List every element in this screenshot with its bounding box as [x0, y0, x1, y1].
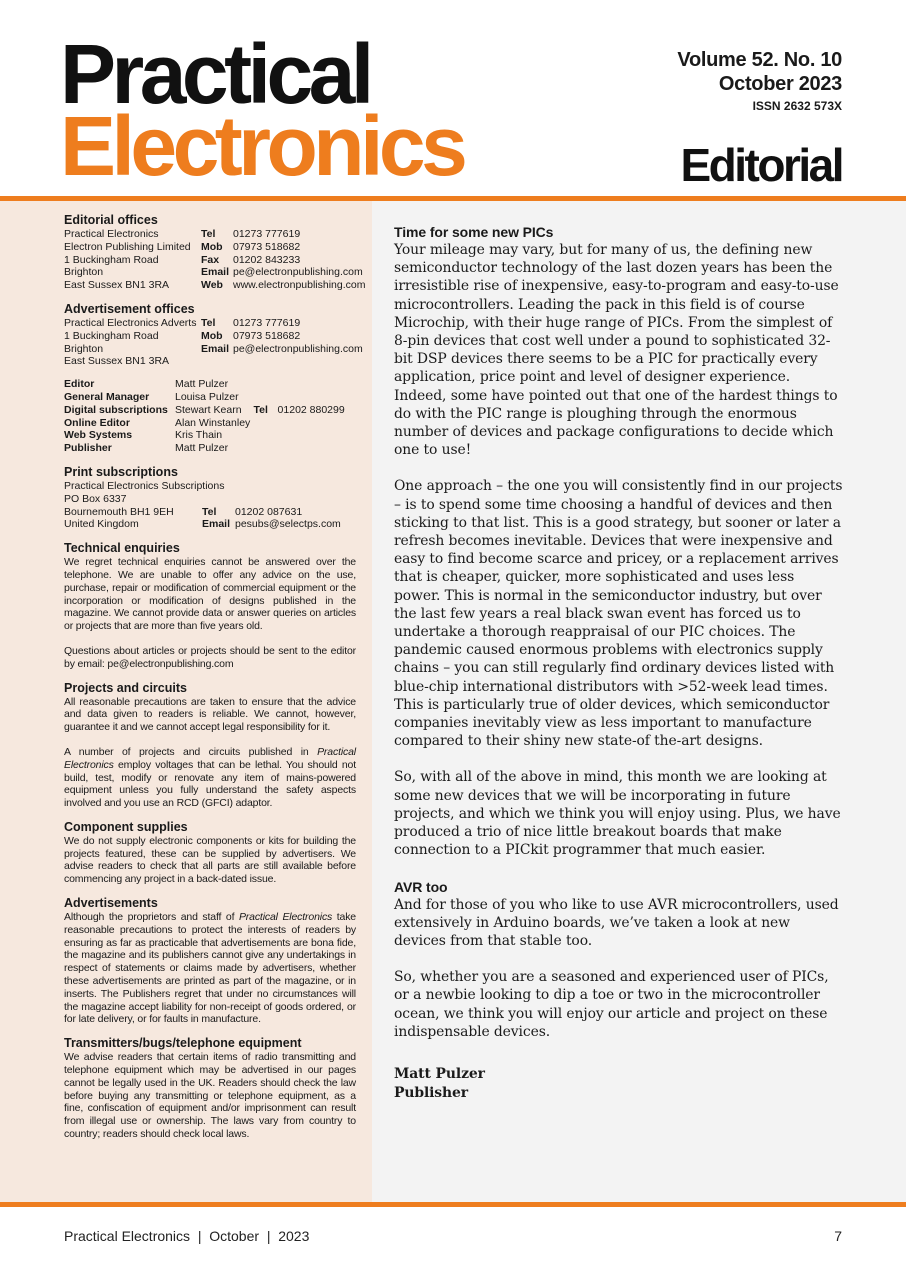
- issue-info: [677, 48, 842, 113]
- masthead-column: [0, 201, 372, 1202]
- article-paragraph: So, whether you are a seasoned and experienced user of PICs, or a newbie looking to dip a toe or two in the microcontroller ocean, we think you will enjoy our article and project on these indispensable devices.: [394, 969, 829, 1040]
- contact-row: 1 Buckingham Road Mob 07973 518682: [64, 329, 301, 342]
- staff-row: Publisher Matt Pulzer: [64, 442, 229, 455]
- page-number: 7: [834, 1228, 842, 1244]
- projects-text: A number of projects and circuits published in Practical Electronics employ voltages that can be lethal. You should not build, test, modify or renovate any item of mains-powered equipment unless you fully understand the safety aspects involved and you use an RCD (GFCI) adaptor.: [64, 745, 356, 810]
- transmitters-text: We advise readers that certain items of radio transmitting and telephone equipment which may be advertised in our pages cannot be legally used in the UK. Readers should check the law before buying any transmitting or telephone equipment, as a fine, confiscation of equipment and/or imprisonment can result from illegal use or ownership. The laws vary from country to country; readers should check local laws.: [64, 1051, 356, 1141]
- component-supplies: [64, 820, 356, 886]
- components-heading: Component supplies: [64, 819, 188, 834]
- technical-text: Questions about articles or projects should be sent to the editor by email: pe@electronpublishing.com: [64, 644, 356, 670]
- transmitters: [64, 1036, 356, 1141]
- magazine-logo: [60, 27, 464, 194]
- staff-row: General Manager Louisa Pulzer: [64, 390, 239, 403]
- contact-row: Practical Electronics Tel 01273 777619: [64, 228, 301, 240]
- article-paragraph: So, with all of the above in mind, this month we are looking at some new devices that we will be incorporating in future projects, and which we think you will enjoy using. Plus, we have produced a trio of nice little breakout boards that make connection to a PICkit programmer that much easier.: [394, 769, 841, 859]
- ad-offices-heading: Advertisement offices: [64, 301, 195, 316]
- article-paragraph: Your mileage may vary, but for many of us, the defining new semiconductor technology of the last dozen years has been the irresistible rise of inexpensive, easy-to-program and easy-to-use microcontrollers. Leading the pack in this field is of course Microchip, with their huge range of PICs. From the simplest of 8-pin devices that cost well under a pound to sophisticated 32-bit DSP devices there seems to be a PIC for practically every application, price point and level of designer experience. Indeed, some have pointed out that one of the hardest things to do with the PIC range is ploughing through the enormous number of devices and package configurations to decide which one to use!: [394, 242, 839, 459]
- print-subscriptions-heading: Print subscriptions: [64, 464, 178, 479]
- advertisements-heading: Advertisements: [64, 896, 158, 911]
- contact-row: Brighton Email pe@electronpublishing.com: [64, 266, 363, 279]
- contact-row: Brighton Email pe@electronpublishing.com: [64, 342, 363, 355]
- contact-row: East Sussex BN1 3RA: [64, 355, 170, 368]
- editorial-offices: [64, 213, 366, 292]
- contact-row: United Kingdom Email pesubs@selectps.com: [64, 518, 341, 531]
- email-link[interactable]: pe@electronpublishing.com: [233, 342, 363, 355]
- editorial-column: [372, 201, 906, 1202]
- advertisements: [64, 896, 356, 1026]
- email-link[interactable]: pe@electronpublishing.com: [233, 266, 363, 279]
- article-heading: Time for some new PICs: [394, 224, 554, 240]
- technical-text: We regret technical enquiries cannot be answered over the telephone. We are unable to offer any advice on the use, purchase, repair or modification of commercial equipment or the incorporation or modification of designs published in the magazine. We cannot provide data or answer queries on articles or projects that are more than five years old.: [64, 556, 356, 633]
- signature-name: Matt Pulzer: [394, 1065, 485, 1082]
- editorial-offices-heading: Editorial offices: [64, 213, 158, 227]
- technical-enquiries: [64, 541, 356, 670]
- advertisements-text: Although the proprietors and staff of Practical Electronics take reasonable precautions to protect the interests of readers by ensuring as far as practicable that advertisements are bona fide, the magazine and its publishers cannot give any undertakings in respect of statements or claims made by advertisers, whether these advertisements are printed as part of the magazine, or in inserts. The Publishers regret that under no circumstances will the magazine accept liability for non-receipt of goods ordered, or for late delivery, or for faults in manufacture.: [64, 911, 356, 1026]
- projects-heading: Projects and circuits: [64, 680, 187, 695]
- staff-row: Editor Matt Pulzer: [64, 378, 229, 391]
- contact-row: East Sussex BN1 3RA Web www.electronpublishing.com: [64, 279, 366, 292]
- projects-circuits: [64, 681, 356, 810]
- components-text: We do not supply electronic components or kits for building the projects featured, these can be supplied by advertisers. We advise readers to check that all parts are still available before commencing any project in a back-dated issue.: [64, 834, 356, 886]
- contact-row: PO Box 6337: [64, 492, 127, 505]
- bottom-divider: [0, 1202, 906, 1207]
- contact-row: 1 Buckingham Road Fax 01202 843233: [64, 253, 301, 266]
- article-subheading: AVR too: [394, 878, 448, 895]
- ad-offices: [64, 301, 363, 368]
- contact-row: Electron Publishing Limited Mob 07973 518682: [64, 240, 301, 253]
- article-paragraph: And for those of you who like to use AVR microcontrollers, used extensively in Arduino boards, we’ve taken a look at new devices from that stable too.: [394, 896, 839, 949]
- staff-row: Online Editor Alan Winstanley: [64, 416, 251, 429]
- signature: [394, 1065, 844, 1103]
- print-subscriptions: [64, 465, 356, 531]
- editorial-article: [394, 223, 844, 1103]
- issue-date: October 2023: [718, 73, 842, 95]
- contact-row: Bournemouth BH1 9EH Tel 01202 087631: [64, 505, 303, 518]
- staff-list: [64, 378, 356, 455]
- article-paragraph: One approach – the one you will consistently find in our projects – is to spend some time choosing a handful of devices and then sticking to that list. This is a good strategy, but sooner or later a refresh becomes inevitable. Devices that were inexpensive and easy to find become scarce and pricey, or a replacement arrives that is cheaper, quicker, more sophisticated and uses less power. This is normal in the semiconductor industry, but over the last few years a real black swan event has forced us to undertake a thorough reappraisal of our PIC choices. The pandemic caused enormous problems with electronics supply chains – you can still regularly find ordinary devices listed with blue-chip international distributors with >52-week lead times. This is particularly true of older devices, which semiconductor companies inevitably view as less important to manufacture compared to their shiny new state-of the-art designs.: [394, 478, 843, 750]
- footer-text: Practical Electronics | October | 2023: [64, 1228, 310, 1244]
- staff-row: Digital subscriptions Stewart Kearn Tel 01202 880299: [64, 403, 345, 416]
- technical-heading: Technical enquiries: [64, 541, 180, 556]
- logo-electronics: Electronics: [60, 99, 464, 194]
- contact-row: Practical Electronics Adverts Tel 01273 777619: [64, 316, 301, 329]
- staff-row: Web Systems Kris Thain: [64, 429, 223, 442]
- issn: ISSN 2632 573X: [752, 99, 842, 113]
- issue-volume: Volume 52. No. 10: [677, 49, 842, 71]
- projects-text: All reasonable precautions are taken to ensure that the advice and data given to readers is reliable. We cannot, however, guarantee it and we cannot accept legal responsibility for it.: [64, 695, 356, 734]
- section-title: Editorial: [680, 139, 842, 191]
- web-link[interactable]: www.electronpublishing.com: [233, 279, 366, 292]
- email-link[interactable]: pesubs@selectps.com: [235, 518, 341, 531]
- contact-row: Practical Electronics Subscriptions: [64, 479, 225, 492]
- transmitters-heading: Transmitters/bugs/telephone equipment: [64, 1036, 302, 1051]
- logo-practical: Practical: [60, 27, 370, 121]
- signature-title: Publisher: [394, 1084, 468, 1101]
